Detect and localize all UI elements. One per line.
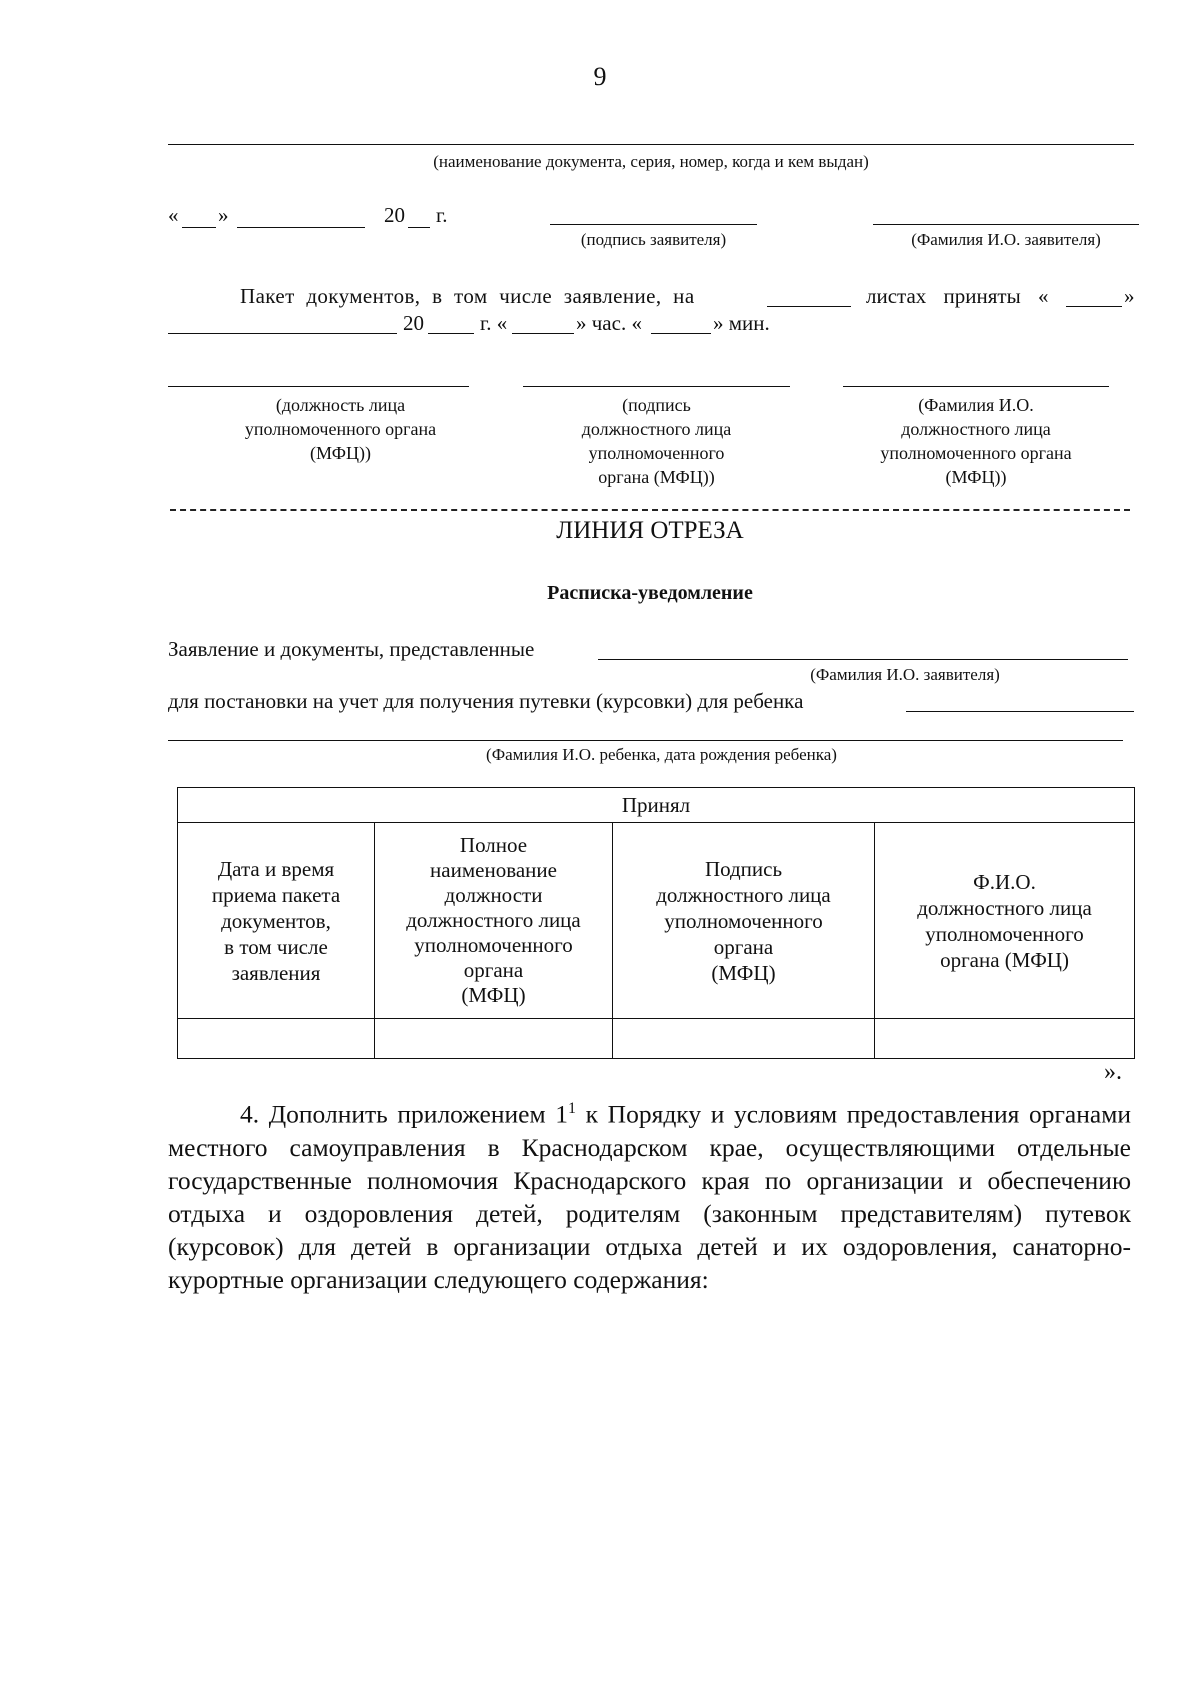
applicant-name-caption: (Фамилия И.О. заявителя)	[911, 230, 1101, 249]
packet-sheets-label: листах приняты «	[866, 284, 1049, 308]
packet-sheets-line	[767, 306, 851, 307]
official-name-caption: (Фамилия И.О. должностного лица уполномоченного органа (МФЦ))	[880, 395, 1072, 487]
applicant-signature-line	[550, 224, 757, 225]
closing-quote: ».	[1104, 1059, 1122, 1085]
receipt-line-1: Заявление и документы, представленные	[168, 637, 535, 661]
packet-year-suffix: г. «	[480, 311, 508, 335]
packet-minutes-label: » мин.	[713, 311, 770, 335]
packet-month-line	[168, 333, 397, 334]
column-position: Полное наименование должности должностного лица уполномоченного органа (МФЦ)	[375, 823, 613, 1019]
packet-day-line	[1066, 306, 1122, 307]
table-header: Принял	[178, 788, 1135, 823]
table-cell-empty	[613, 1019, 875, 1059]
document-line	[168, 144, 1134, 145]
cut-line	[170, 509, 1130, 511]
paragraph-body: к Порядку и условиям предоставления органами местного самоуправления в Краснодарском крае, осуществляющими отдельные государственные полномочия Краснодарского края по организации и обеспечению отдыха и оздоровления детей, родителям (законным представителям) путевок (курсовок) для детей в организации отдыха детей и их оздоровления, санаторно-курортные организации следующего содержания:	[168, 1099, 1131, 1294]
date-year-line	[408, 227, 430, 228]
column-signature: Подпись должностного лица уполномоченного органа (МФЦ)	[613, 823, 875, 1019]
date-year-suffix: г.	[436, 203, 448, 227]
receipt-applicant-line	[598, 659, 1128, 660]
paragraph-superscript: 1	[568, 1100, 577, 1117]
date-close-quote: »	[218, 203, 229, 227]
receipt-child-line-1	[906, 711, 1134, 712]
packet-minutes-line	[651, 333, 711, 334]
official-position-caption: (должность лица уполномоченного органа (МФЦ))	[244, 395, 437, 463]
column-date-time: Дата и время приема пакета документов, в том числе заявления	[178, 823, 375, 1019]
table-cell-empty	[875, 1019, 1135, 1059]
official-name-line	[843, 386, 1109, 387]
packet-close-quote: »	[1124, 284, 1135, 308]
packet-hours-label: » час. «	[576, 311, 642, 335]
amendment-paragraph	[168, 1092, 1131, 1296]
date-month-line	[237, 227, 365, 228]
cut-line-label: ЛИНИЯ ОТРЕЗА	[556, 517, 744, 544]
receipt-applicant-caption: (Фамилия И.О. заявителя)	[810, 665, 1000, 684]
packet-year: 20	[403, 311, 424, 335]
column-full-name: Ф.И.О. должностного лица уполномоченного органа (МФЦ)	[875, 823, 1135, 1019]
receipt-line-2: для постановки на учет для получения путевки (курсовки) для ребенка	[168, 689, 804, 713]
receipt-child-caption: (Фамилия И.О. ребенка, дата рождения ребенка)	[486, 745, 837, 764]
applicant-name-line	[873, 224, 1139, 225]
document-caption: (наименование документа, серия, номер, когда и кем выдан)	[433, 152, 869, 171]
packet-year-line	[428, 333, 474, 334]
official-signature-caption: (подпись должностного лица уполномоченного органа (МФЦ))	[581, 395, 732, 487]
table-cell-empty	[375, 1019, 613, 1059]
date-day-line	[182, 227, 216, 228]
receipt-child-line-2	[168, 740, 1123, 741]
receipt-table	[177, 787, 1135, 1059]
paragraph-lead: 4. Дополнить приложением 1	[240, 1099, 569, 1129]
receipt-title: Расписка-уведомление	[547, 582, 753, 604]
page-number: 9	[593, 62, 607, 91]
official-position-line	[168, 386, 469, 387]
date-open-quote: «	[168, 203, 179, 227]
official-signature-line	[523, 386, 790, 387]
table-cell-empty	[178, 1019, 375, 1059]
packet-hours-line	[512, 333, 574, 334]
date-year: 20	[384, 203, 405, 227]
packet-text: Пакет документов, в том числе заявление, на	[240, 284, 695, 308]
applicant-signature-caption: (подпись заявителя)	[580, 230, 727, 249]
